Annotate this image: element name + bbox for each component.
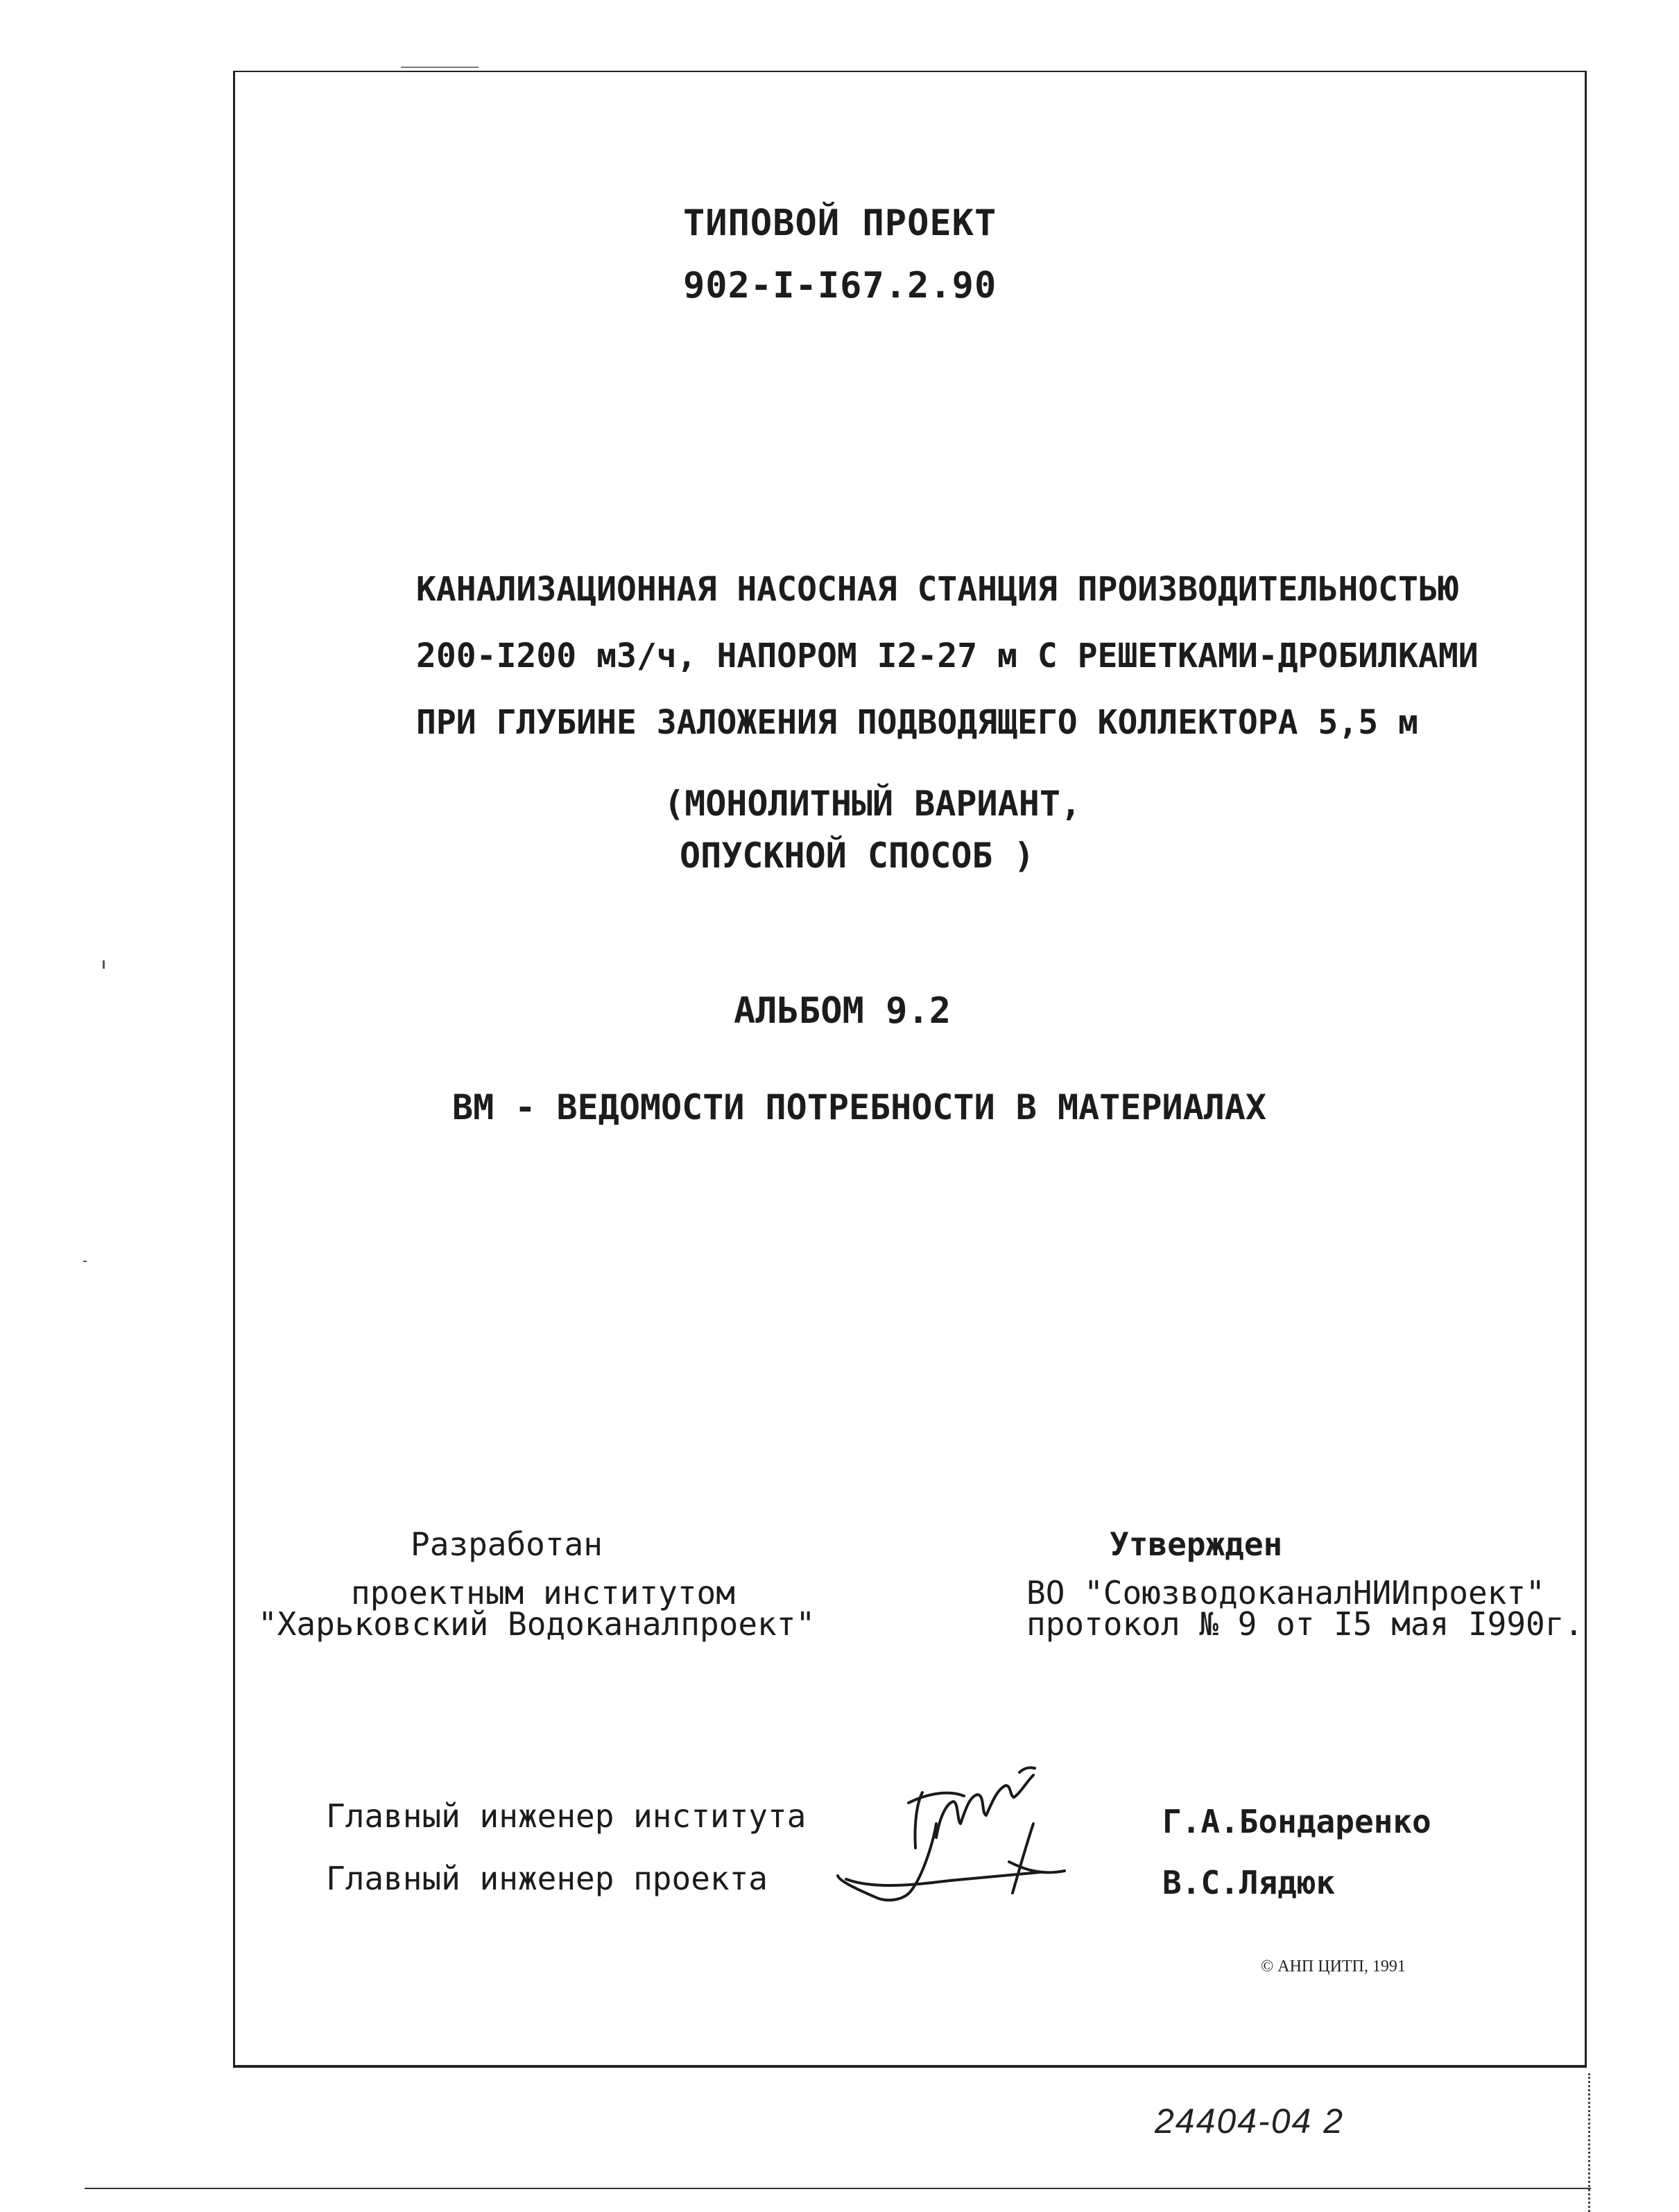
frame-border-top [234,71,1587,72]
approved-heading: Утвержден [1110,1526,1283,1563]
scan-speck [103,960,105,969]
album-title: АЛЬБОМ 9.2 [734,990,952,1032]
developed-heading: Разработан [411,1526,603,1563]
document-type: ТИПОВОЙ ПРОЕКТ [683,202,997,244]
frame-border-bottom [233,2065,1587,2068]
scan-edge-line [85,2188,1591,2189]
scan-edge-dots [1588,2073,1592,2212]
album-subtitle: ВМ - ВЕДОМОСТИ ПОТРЕБНОСТИ В МАТЕРИАЛАХ [452,1087,1266,1127]
project-description-line-1: КАНАЛИЗАЦИОННАЯ НАСОСНАЯ СТАНЦИЯ ПРОИЗВОДИТЕЛЬНОСТЬЮ [416,570,1458,609]
signatory-role-1: Главный инженер института [326,1797,807,1835]
developed-by-line-1: проектным институтом [351,1574,735,1612]
approved-by-line-1: ВО "СоюзводоканалНИИпроект" [1026,1574,1545,1612]
variant-line-2: ОПУСКНОЙ СПОСОБ ) [680,836,1035,876]
archive-number: 24404-04 2 [1155,2102,1345,2141]
variant-line-1: (МОНОЛИТНЫЙ ВАРИАНТ, [664,784,1082,824]
scan-artifact [401,67,479,68]
scan-speck [83,1261,87,1262]
approved-by-line-2: протокол № 9 от I5 мая I990г. [1026,1605,1584,1643]
project-description-line-3: ПРИ ГЛУБИНЕ ЗАЛОЖЕНИЯ ПОДВОДЯЩЕГО КОЛЛЕКТОРА 5,5 м [416,703,1418,742]
signatory-role-2: Главный инженер проекта [326,1860,768,1897]
signatory-name-2: В.С.Лядюк [1162,1864,1336,1901]
signatory-name-1: Г.А.Бондаренко [1162,1803,1431,1840]
copyright-notice: © АНП ЦИТП, 1991 [1261,1958,1406,1976]
developed-by-line-2: "Харьковский Водоканалпроект" [258,1605,816,1643]
project-description-line-2: 200-I200 м3/ч, НАПОРОМ I2-27 м С РЕШЕТКАМИ-ДРОБИЛКАМИ [416,637,1479,675]
project-number: 902-I-I67.2.90 [683,265,997,306]
handwritten-signatures [832,1727,1110,1935]
frame-border-left [233,71,235,2068]
frame-border-right [1585,71,1587,2068]
